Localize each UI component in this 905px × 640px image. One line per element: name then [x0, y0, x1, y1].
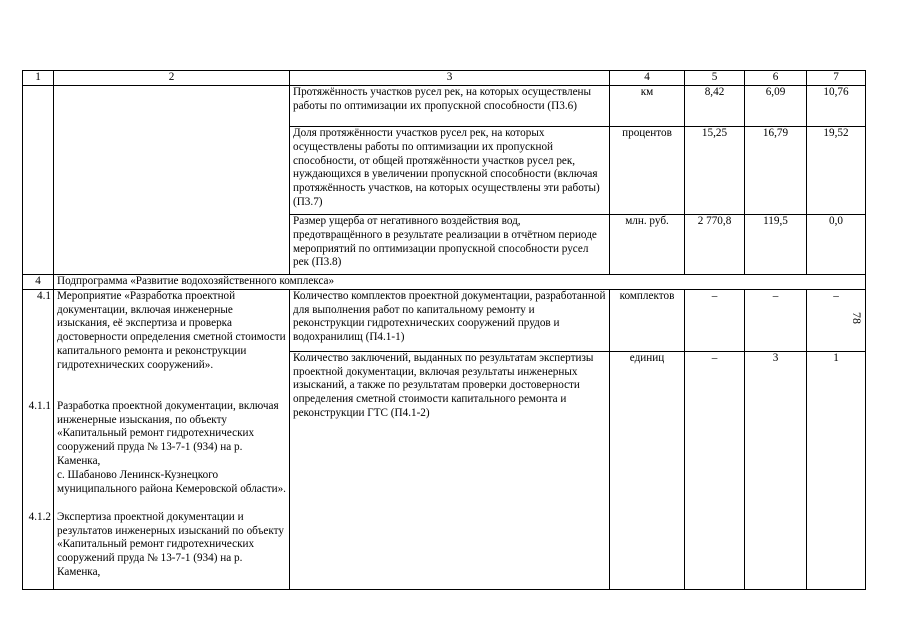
- empty-number-cell: [23, 86, 54, 275]
- header-cell: 7: [807, 71, 866, 86]
- value-cell: –: [807, 289, 866, 351]
- measure-number: 4.1.1: [28, 399, 51, 412]
- indicator-cell: Количество комплектов проектной документации, разработанной для выполнения работ по капитальному ремонту и реконструкции гидротехнических сооружений прудов и водохранилищ (П4.1-1): [290, 289, 610, 351]
- value-cell: 16,79: [745, 127, 807, 215]
- empty-measure-cell: [54, 86, 290, 275]
- value-cell: 1: [807, 351, 866, 589]
- unit-cell: единиц: [610, 351, 685, 589]
- unit-cell: млн. руб.: [610, 215, 685, 275]
- column-number-header-row: [23, 71, 866, 86]
- indicator-cell: Протяжённость участков русел рек, на которых осуществлены работы по оптимизации их пропускной способности (П3.6): [290, 86, 610, 127]
- value-cell: 119,5: [745, 215, 807, 275]
- value-cell: –: [685, 289, 745, 351]
- page-number: 78: [850, 312, 864, 324]
- measure-text: Разработка проектной документации, включая инженерные изыскания, по объекту «Капитальный ремонт гидротехнических сооружений пруда № 13-7-1 (934) на р. Каменка, с. Шабаново Ленинск-Кузнецкого муниципального района Кемеровской области».: [57, 399, 286, 495]
- value-cell: –: [745, 289, 807, 351]
- value-cell: 10,76: [807, 86, 866, 127]
- measure-text: Мероприятие «Разработка проектной документации, включая инженерные изыскания, её экспертиза и проверка достоверности определения сметной стоимости капитального ремонта и реконструкции гидротехнических сооружений».: [57, 289, 286, 371]
- header-cell: 2: [54, 71, 290, 86]
- value-cell: 3: [745, 351, 807, 589]
- value-cell: 0,0: [807, 215, 866, 275]
- section-number: 4: [23, 275, 54, 290]
- section-row: [23, 275, 866, 290]
- indicator-cell: Доля протяжённости участков русел рек, на которых осуществлены работы по оптимизации их пропускной способности, от общей протяжённости участков русел рек, нуждающихся в увеличении пропускной способности (включая протяжённость участков, на которых осуществлены эти работы) (П3.7): [290, 127, 610, 215]
- table-row: [23, 86, 866, 127]
- measure-number: 4.1.2: [28, 510, 51, 523]
- unit-cell: км: [610, 86, 685, 127]
- unit-cell: комплектов: [610, 289, 685, 351]
- value-cell: 2 770,8: [685, 215, 745, 275]
- value-cell: 19,52: [807, 127, 866, 215]
- program-indicators-table: [22, 70, 866, 590]
- measures-cell: [54, 289, 290, 589]
- measure-text: Экспертиза проектной документации и результатов инженерных изысканий по объекту «Капитальный ремонт гидротехнических сооружений пруда № 13-7-1 (934) на р. Каменка,: [57, 510, 284, 578]
- unit-cell: процентов: [610, 127, 685, 215]
- header-cell: 1: [23, 71, 54, 86]
- indicator-cell: Количество заключений, выданных по результатам экспертизы проектной документации, включая результаты инженерных изысканий, а также по результатам проверки достоверности определения сметной стоимости капитального ремонта и реконструкции ГТС (П4.1-2): [290, 351, 610, 589]
- header-cell: 6: [745, 71, 807, 86]
- value-cell: 15,25: [685, 127, 745, 215]
- header-cell: 3: [290, 71, 610, 86]
- value-cell: –: [685, 351, 745, 589]
- header-cell: 4: [610, 71, 685, 86]
- section-title: Подпрограмма «Развитие водохозяйственного комплекса»: [54, 275, 866, 290]
- measure-numbers-cell: [23, 289, 54, 589]
- measure-number: 4.1: [37, 289, 51, 302]
- table-row: [23, 289, 866, 351]
- header-cell: 5: [685, 71, 745, 86]
- indicator-cell: Размер ущерба от негативного воздействия вод, предотвращённого в результате реализации в отчётном периоде мероприятий по оптимизации пропускной способности русел рек (П3.8): [290, 215, 610, 275]
- value-cell: 8,42: [685, 86, 745, 127]
- value-cell: 6,09: [745, 86, 807, 127]
